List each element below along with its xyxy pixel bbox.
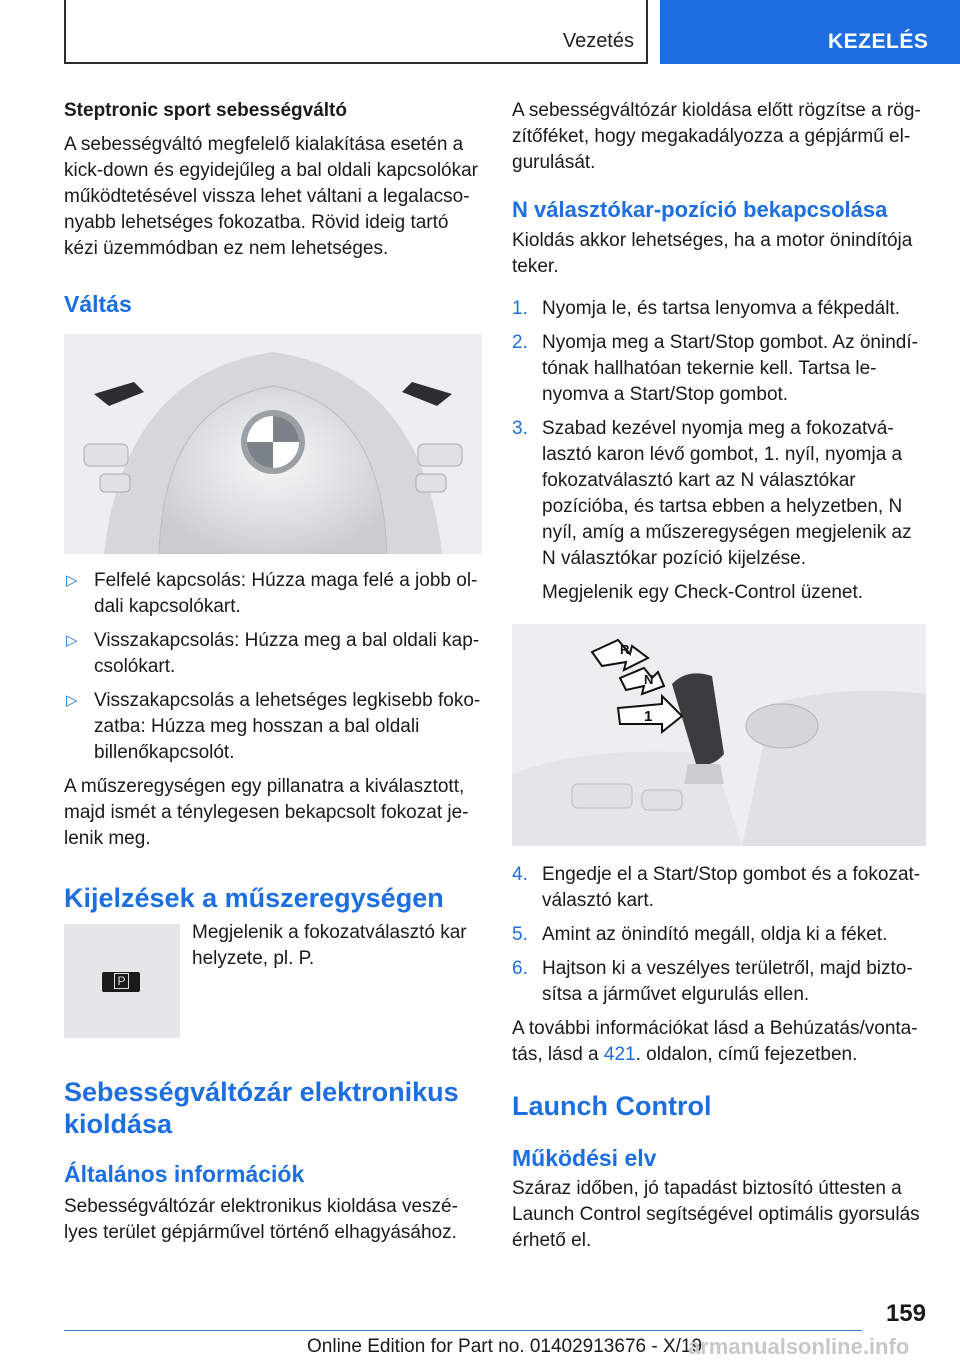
kijelzes-heading: Kijelzések a műszeregységen [64,883,444,913]
list-item: 3. Szabad kezével nyomja meg a fokozatválasztó karon lévő gombot, 1. nyíl, nyomja a fokozatválasztó kart az N választókar pozícióba, és tartsa ebben a helyzetben, N nyíl, amíg a műszeregységen megjelenik az N választókar pozíció kijelzése. [512,418,912,569]
steptronic-text: A sebességváltó megfelelő kialakítása esetén a kick-down és egyidejűleg a bal oldali kapcsolókar működtetésével vissza lehet váltani a legalacsonyabb lehetséges fokozatba. Rövid ideig tartó kézi üzemmódban ez nem lehetséges. [64,134,479,259]
gear-indicator-icon: P [102,972,140,992]
check-control-note: Megjelenik egy Check-Control üzenet. [542,582,864,603]
arrow-label-r: R [620,642,630,657]
steering-wheel-image [64,334,482,554]
list-item: ▷ Felfelé kapcsolás: Húzza maga felé a jobb oldali kapcsolókart. [66,570,478,617]
header-chapter-tab [660,0,960,64]
right-column [512,98,926,1254]
zar-heading: Sebességváltózár elektronikus kioldása [64,1077,459,1139]
mukodesi-text: Száraz időben, jó tapadást biztosító úttesten a Launch Control segítségével optimális gyorsulás érhető el. [512,1178,920,1251]
n-heading: N választókar-pozíció bekapcsolása [512,197,888,222]
arrow-label-1: 1 [644,708,653,725]
after-bullets-text: A műszeregységen egy pillanatra a kiválasztott, majd ismét a ténylegesen bekapcsolt fokozat jelenik meg. [64,776,469,849]
list-item: ▷ Visszakapcsolás a lehetséges legkisebb fokozatba: Húzza meg hosszan a bal oldali billenőkapcsolót. [66,690,481,763]
triangle-bullet-icon: ▷ [66,692,78,709]
valtas-heading: Váltás [64,291,132,317]
list-item: 6. Hajtson ki a veszélyes területről, majd biztosítsa a járművet elgurulás ellen. [512,958,913,1005]
page-number: 159 [885,1300,926,1327]
altalanos-heading: Általános információk [64,1161,305,1187]
mukodesi-heading: Működési elv [512,1145,657,1171]
triangle-bullet-icon: ▷ [66,632,78,649]
shift-bullet-list [64,568,482,766]
header-section-title: Vezetés [562,30,634,52]
list-item: 1. Nyomja le, és tartsa lenyomva a fékpedált. [512,298,901,319]
footer-edition: Online Edition for Part no. 01402913676 - X/19 [307,1336,703,1357]
launch-heading: Launch Control [512,1091,712,1121]
list-item: 2. Nyomja meg a Start/Stop gombot. Az önindítónak hallhatóan tekernie kell. Tartsa lenyomva a Start/Stop gombot. [512,332,918,405]
steps-list-a [512,296,926,572]
header-chapter-title: KEZELÉS [828,30,929,53]
header-section-box [64,0,648,64]
n-text: Kioldás akkor lehetséges, ha a motor önindítója teker. [512,230,913,277]
intro-text: A sebességváltózár kioldása előtt rögzítse a rögzítőféket, hogy megakadályozza a gépjármű elgurulását. [512,100,921,173]
list-item: 4. Engedje el a Start/Stop gombot és a fokozatválasztó kart. [512,864,921,911]
display-image [64,924,180,1038]
footer-divider [64,1330,862,1331]
altalanos-text: Sebességváltózár elektronikus kioldása veszélyes terület gépjárművel történő elhagyásához. [64,1196,458,1243]
kijelzes-block [64,924,482,1044]
kijelzes-text: Megjelenik a fokozatválasztó kar helyzete, pl. P. [192,922,467,969]
left-column [64,98,482,1246]
steptronic-title: Steptronic sport sebességváltó [64,100,347,121]
gear-selector-image [512,624,926,846]
list-item: ▷ Visszakapcsolás: Húzza meg a bal oldali kapcsolókart. [66,630,480,677]
triangle-bullet-icon: ▷ [66,572,78,589]
page-reference-link[interactable]: 421 [603,1044,636,1065]
steps-list-b [512,862,926,1008]
footer-watermark: armanualsonline.info [688,1334,910,1359]
list-item: 5. Amint az önindító megáll, oldja ki a féket. [512,924,888,945]
more-info-text: A további információkat lásd a Behúzatás/vontatás, lásd a 421. oldalon, című fejezetben. [512,1018,918,1065]
arrow-label-n: N [644,672,654,687]
